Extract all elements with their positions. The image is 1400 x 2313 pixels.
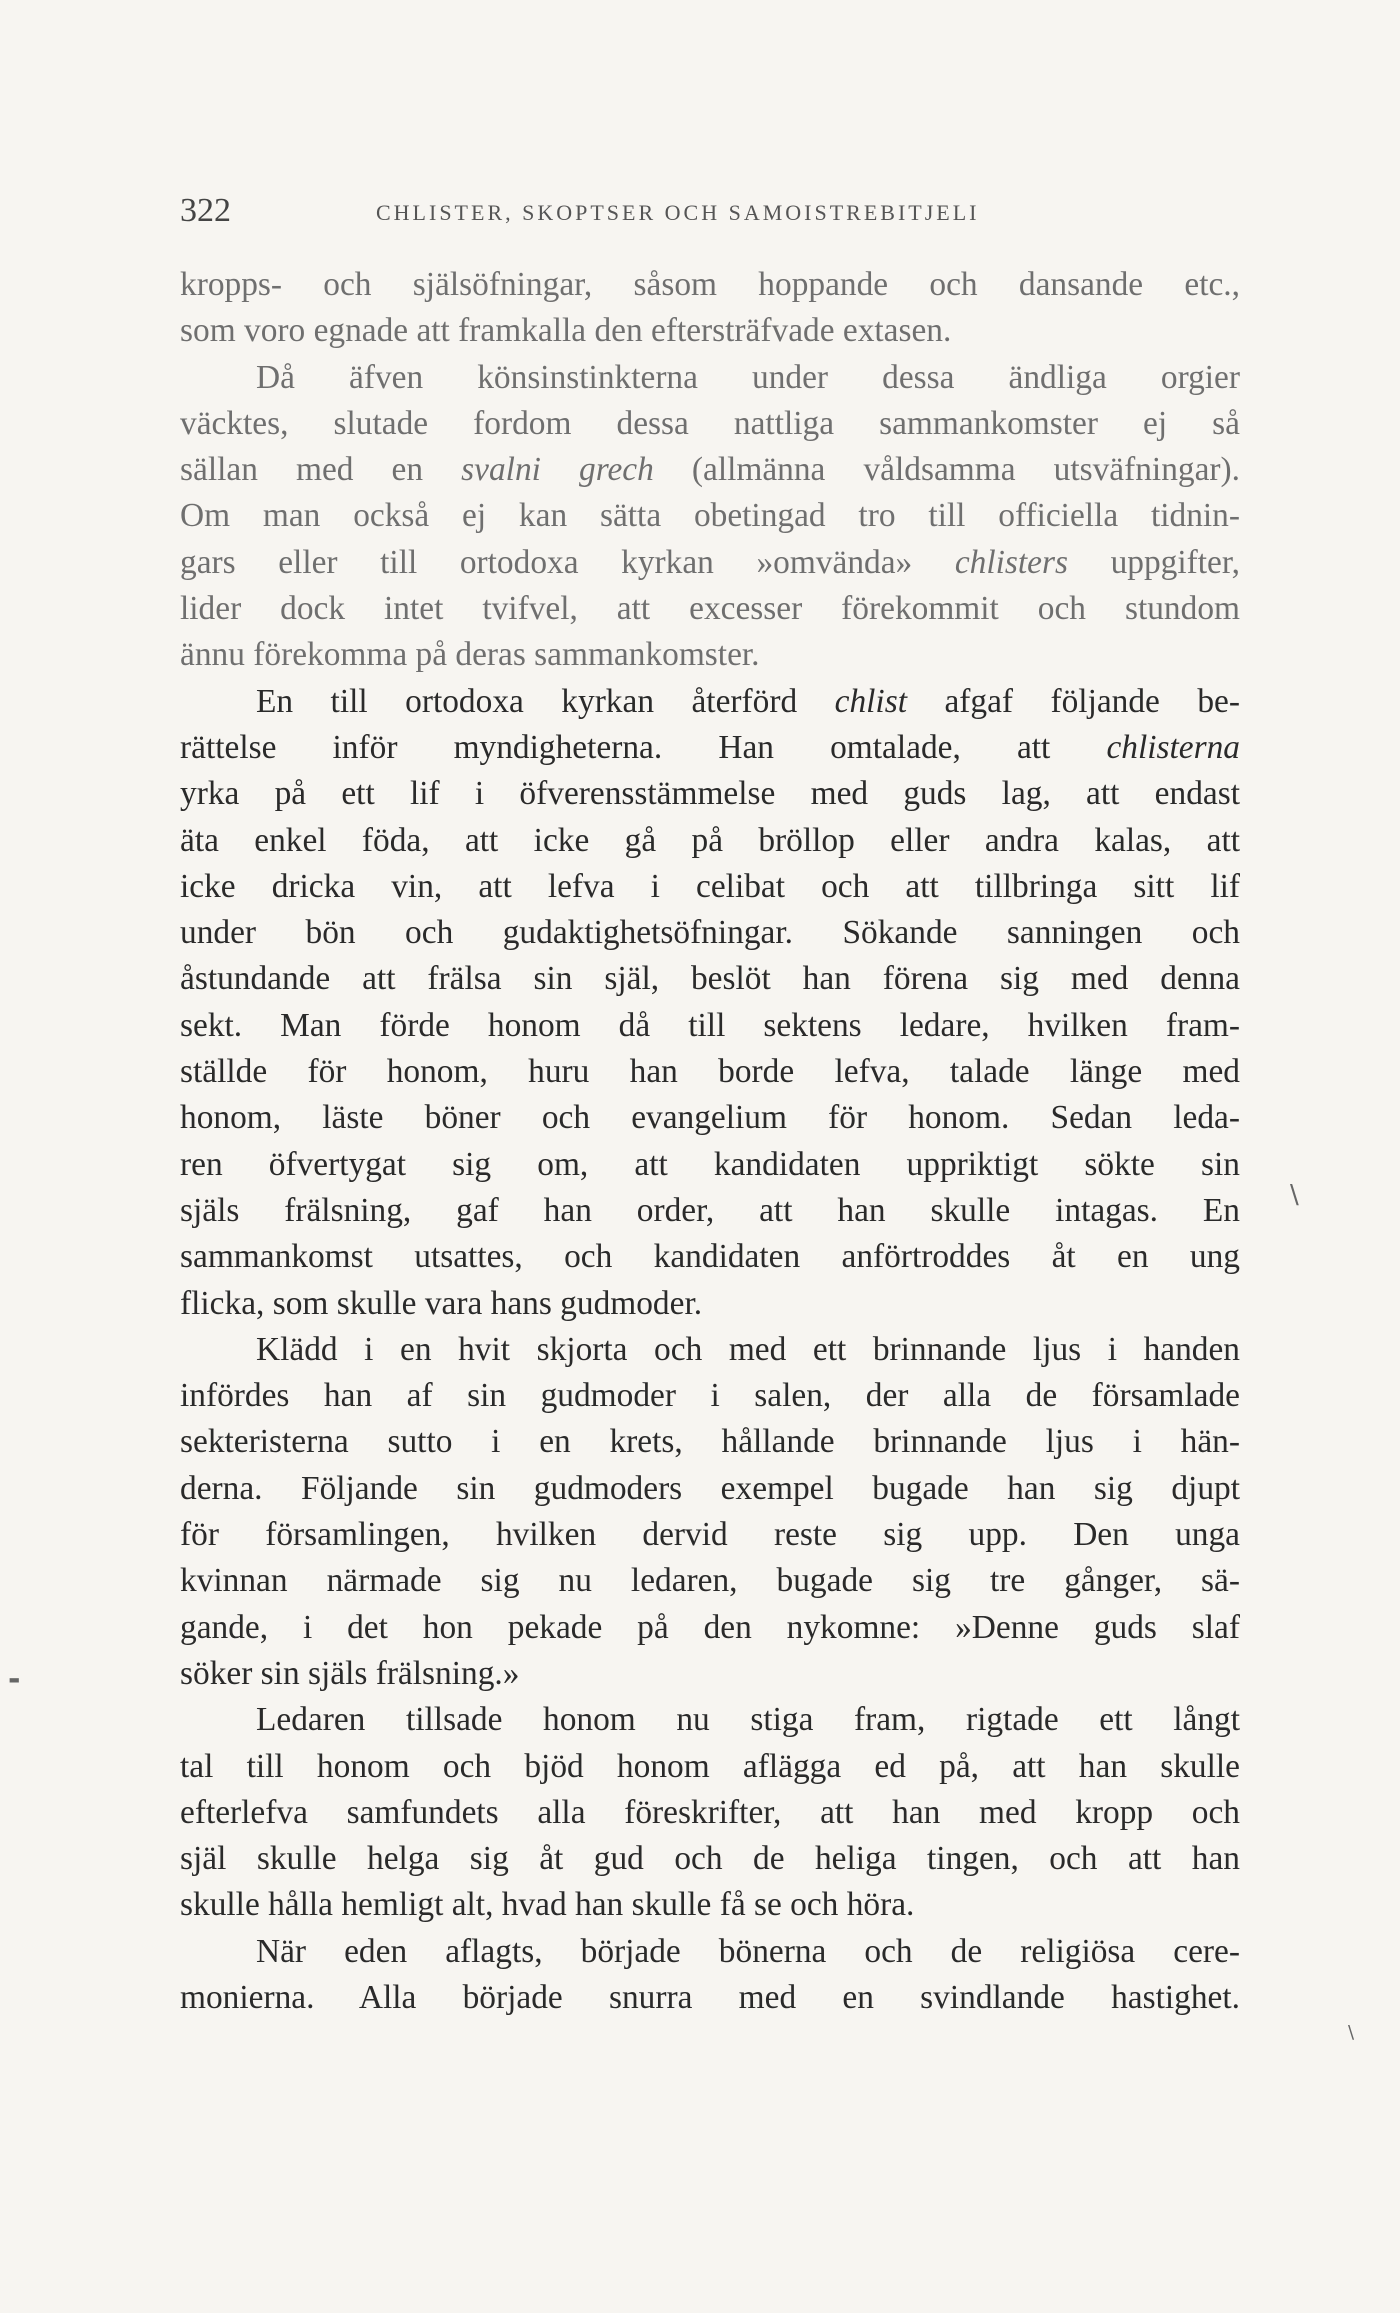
margin-mark: \ — [1348, 2022, 1355, 2043]
text-line: En till ortodoxa kyrkan återförd chlist afgaf följande be- — [256, 682, 1240, 720]
text-line: väcktes, slutade fordom dessa nattliga sammankomster ej så — [180, 404, 1240, 442]
page-header — [180, 192, 1240, 232]
text-line: honom, läste böner och evangelium för honom. Sedan leda- — [180, 1099, 1240, 1137]
text-line: söker sin själs frälsning.» — [180, 1654, 520, 1692]
text-line: gande, i det hon pekade på den nykomne: »Denne guds slaf — [180, 1608, 1240, 1646]
text-line: infördes han af sin gudmoder i salen, der alla de församlade — [180, 1377, 1240, 1415]
text-line: själs frälsning, gaf han order, att han skulle intagas. En — [180, 1191, 1240, 1229]
text-line: tal till honom och bjöd honom aflägga ed på, att han skulle — [180, 1747, 1240, 1785]
text-line: icke dricka vin, att lefva i celibat och att tillbringa sitt lif — [180, 867, 1240, 905]
text-line: kropps- och själsöfningar, såsom hoppande och dansande etc., — [180, 266, 1240, 303]
running-head: CHLISTER, SKOPTSER OCH SAMOISTREBITJELI — [376, 200, 980, 225]
italic-term: svalni grech — [461, 451, 654, 489]
text-line: kvinnan närmade sig nu ledaren, bugade sig tre gånger, sä- — [180, 1562, 1240, 1600]
italic-term: chlisters — [954, 543, 1068, 581]
italic-term: chlisterna — [1106, 728, 1240, 766]
text-line: derna. Följande sin gudmoders exempel bugade han sig djupt — [180, 1469, 1240, 1507]
page-number: 322 — [180, 192, 231, 229]
text-line: yrka på ett lif i öfverensstämmelse med guds lag, att endast — [180, 775, 1240, 813]
text-line: rättelse inför myndigheterna. Han omtalade, att chlisterna — [180, 728, 1240, 766]
text-line: Ledaren tillsade honom nu stiga fram, rigtade ett långt — [256, 1701, 1240, 1739]
text-line: själ skulle helga sig åt gud och de heliga tingen, och att han — [180, 1840, 1240, 1878]
text-line: Om man också ej kan sätta obetingad tro till officiella tidnin- — [180, 497, 1240, 535]
italic-term: chlist — [834, 682, 907, 720]
text-line: flicka, som skulle vara hans gudmoder. — [180, 1284, 703, 1322]
text-line: ren öfvertygat sig om, att kandidaten uppriktigt sökte sin — [180, 1145, 1240, 1183]
text-line: ställde för honom, huru han borde lefva, talade länge med — [180, 1053, 1240, 1091]
text-line: som voro egnade att framkalla den eftersträfvade extasen. — [180, 312, 952, 350]
text-line: under bön och gudaktighetsöfningar. Sökande sanningen och — [180, 914, 1240, 952]
text-line: Klädd i en hvit skjorta och med ett brinnande ljus i handen — [256, 1330, 1240, 1368]
text-line: När eden aflagts, började bönerna och de religiösa cere- — [256, 1932, 1240, 1970]
body-text — [180, 262, 1240, 2021]
text-line: sekteristerna sutto i en krets, hållande brinnande ljus i hän- — [180, 1423, 1240, 1461]
text-line: efterlefva samfundets alla föreskrifter, att han med kropp och — [180, 1793, 1240, 1831]
text-line: för församlingen, hvilken dervid reste sig upp. Den unga — [180, 1516, 1240, 1554]
margin-mark: - — [8, 1662, 21, 1697]
text-line: ännu förekomma på deras sammankomster. — [180, 636, 760, 674]
text-line: sammankomst utsattes, och kandidaten anförtroddes åt en ung — [180, 1238, 1240, 1276]
margin-mark: \ — [1290, 1180, 1299, 1210]
text-line: äta enkel föda, att icke gå på bröllop eller andra kalas, att — [180, 821, 1240, 859]
text-line: åstundande att frälsa sin själ, beslöt han förena sig med denna — [180, 960, 1240, 998]
text-line: monierna. Alla började snurra med en svindlande hastighet. — [180, 1978, 1240, 2016]
text-line: sekt. Man förde honom då till sektens ledare, hvilken fram- — [180, 1006, 1240, 1044]
text-line: lider dock intet tvifvel, att excesser förekommit och stundom — [180, 590, 1240, 628]
text-line: skulle hålla hemligt alt, hvad han skulle få se och höra. — [180, 1886, 915, 1924]
text-line: Då äfven könsinstinkterna under dessa ändliga orgier — [256, 358, 1240, 396]
text-line: sällan med en svalni grech (allmänna våldsamma utsväfningar). — [180, 451, 1240, 489]
text-line: gars eller till ortodoxa kyrkan »omvända» chlisters uppgifter, — [180, 543, 1240, 581]
